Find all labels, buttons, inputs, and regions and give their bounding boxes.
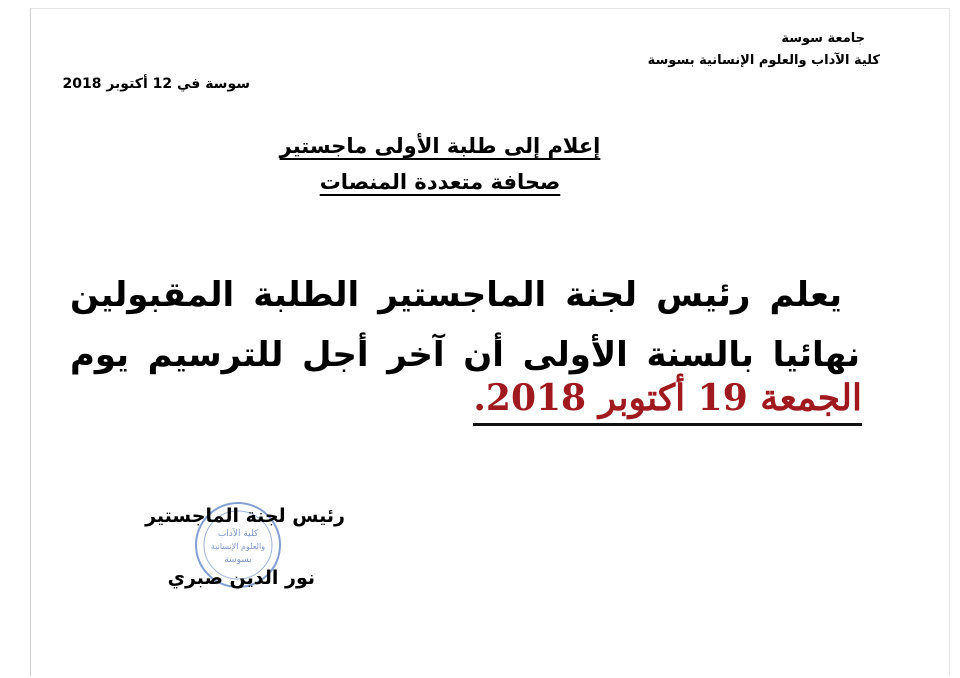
university-name: جامعة سوسة xyxy=(781,31,865,46)
announcement-title xyxy=(250,128,630,200)
stamp-text-3: بسوسة xyxy=(224,555,252,565)
stamp-text-1: كلية الآداب xyxy=(217,529,259,539)
announcement-body xyxy=(70,265,860,385)
signatory-name: نور الدين صبري xyxy=(167,567,315,589)
title-line-2: صحافة متعددة المنصات xyxy=(319,170,561,194)
signatory-role: رئيس لجنة الماجستير xyxy=(145,505,345,527)
institution-header xyxy=(648,28,880,72)
signature-block xyxy=(140,505,345,589)
deadline-date: الجمعة 19 أكتوبر 2018. xyxy=(473,375,862,426)
body-line-1: يعلم رئيس لجنة الماجستير الطلبة المقبولين xyxy=(70,275,842,315)
faculty-name: كلية الآداب والعلوم الإنسانية بسوسة xyxy=(647,53,880,68)
title-line-1: إعلام إلى طلبة الأولى ماجستير xyxy=(279,134,601,158)
stamp-text-2: والعلوم الإنسانية xyxy=(210,542,266,551)
body-line-2: نهائيا بالسنة الأولى أن آخر أجل للترسيم يوم xyxy=(70,335,860,375)
document-date: سوسة في 12 أكتوبر 2018 xyxy=(62,76,250,92)
